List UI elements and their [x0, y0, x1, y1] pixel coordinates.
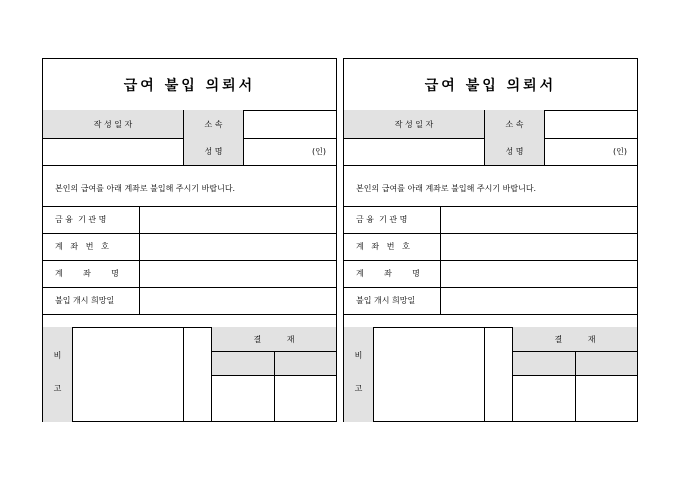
- approval-title-cell-2: [576, 352, 637, 376]
- writer-date-label: 작 성 일 자: [43, 110, 183, 138]
- approval-title-cell-1: [513, 352, 576, 376]
- payroll-deposit-form-left: [42, 58, 337, 422]
- remarks-label-top: 비: [354, 350, 363, 360]
- approval-box: [512, 327, 637, 422]
- seal-mark: (인): [613, 147, 627, 156]
- payroll-deposit-form-right: [343, 58, 638, 422]
- remarks-field[interactable]: [73, 327, 184, 422]
- remarks-label: [43, 327, 73, 422]
- start-date-field[interactable]: [140, 287, 336, 314]
- name-label: 성 명: [484, 138, 544, 165]
- approval-sign-cell-2[interactable]: [275, 376, 336, 421]
- approval-box: [211, 327, 336, 422]
- account-holder-field[interactable]: [140, 260, 336, 287]
- name-field[interactable]: [243, 138, 336, 165]
- account-number-field[interactable]: [140, 233, 336, 260]
- start-date-field[interactable]: [441, 287, 637, 314]
- bank-name-field[interactable]: [441, 206, 637, 233]
- dept-field[interactable]: [243, 110, 336, 138]
- account-number-label: 계 좌 번 호: [344, 233, 441, 260]
- writer-date-label: 작 성 일 자: [344, 110, 484, 138]
- account-number-label: 계 좌 번 호: [43, 233, 140, 260]
- form-title: 급여 불입 의뢰서: [424, 77, 557, 94]
- name-label: 성 명: [183, 138, 243, 165]
- instruction-text: 본인의 급여를 아래 계좌로 불입해 주시기 바랍니다.: [55, 184, 236, 193]
- bank-name-label: 금 융 기 관 명: [43, 206, 140, 233]
- form-title: 급여 불입 의뢰서: [123, 77, 256, 94]
- approval-title-cell-2: [275, 352, 336, 376]
- dept-label: 소 속: [183, 110, 243, 138]
- bank-name-label: 금 융 기 관 명: [344, 206, 441, 233]
- instruction-text: 본인의 급여를 아래 계좌로 불입해 주시기 바랍니다.: [356, 184, 537, 193]
- dept-field[interactable]: [544, 110, 637, 138]
- account-number-field[interactable]: [441, 233, 637, 260]
- bank-name-field[interactable]: [140, 206, 336, 233]
- remarks-label-top: 비: [53, 350, 62, 360]
- writer-date-field[interactable]: [43, 138, 183, 165]
- approval-label: 결 재: [212, 327, 336, 352]
- start-date-label: 불입 개시 희망일: [43, 287, 140, 314]
- remarks-field[interactable]: [374, 327, 485, 422]
- account-holder-field[interactable]: [441, 260, 637, 287]
- approval-sign-cell-1[interactable]: [513, 376, 576, 421]
- name-field[interactable]: [544, 138, 637, 165]
- account-holder-label: 계 좌 명: [344, 260, 441, 287]
- seal-mark: (인): [312, 147, 326, 156]
- approval-label: 결 재: [513, 327, 637, 352]
- remarks-label: [344, 327, 374, 422]
- writer-date-field[interactable]: [344, 138, 484, 165]
- dept-label: 소 속: [484, 110, 544, 138]
- remarks-label-bottom: 고: [53, 383, 62, 393]
- account-holder-label: 계 좌 명: [43, 260, 140, 287]
- remarks-label-bottom: 고: [354, 383, 363, 393]
- approval-sign-cell-1[interactable]: [212, 376, 275, 421]
- start-date-label: 불입 개시 희망일: [344, 287, 441, 314]
- approval-title-cell-1: [212, 352, 275, 376]
- approval-sign-cell-2[interactable]: [576, 376, 637, 421]
